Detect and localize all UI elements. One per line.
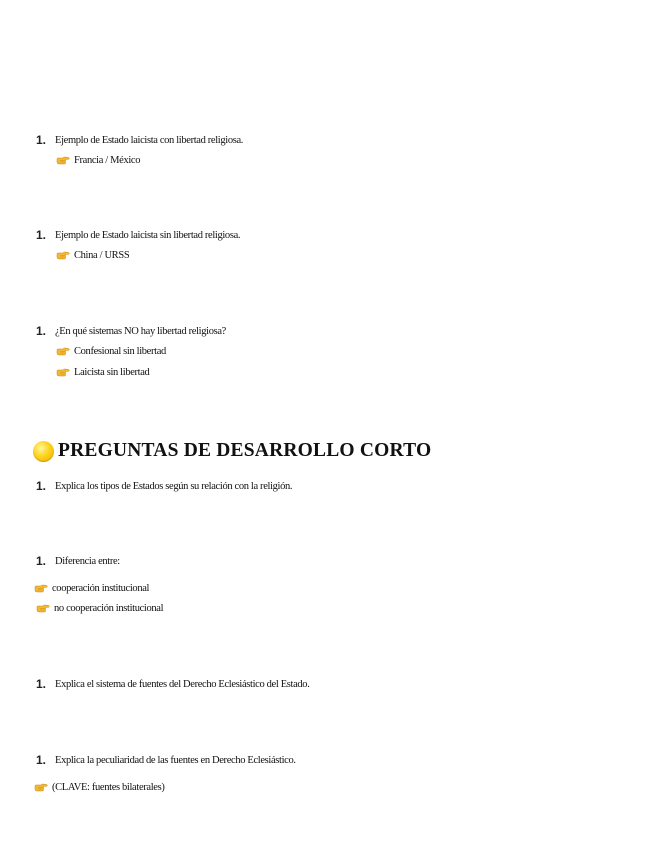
answer-line bbox=[56, 367, 149, 378]
pointing-hand-icon bbox=[34, 783, 48, 792]
question-text: Ejemplo de Estado laicista sin libertad religiosa. bbox=[55, 230, 241, 241]
answer-line bbox=[34, 782, 164, 793]
item-number: 1. bbox=[36, 753, 47, 767]
question-text: Explica el sistema de fuentes del Derecho Eclesiástico del Estado. bbox=[55, 679, 310, 690]
question-text: Diferencia entre: bbox=[55, 556, 120, 567]
answer-text: no cooperación institucional bbox=[54, 603, 164, 614]
pointing-hand-icon bbox=[56, 347, 70, 356]
question-text: Ejemplo de Estado laicista con libertad religiosa. bbox=[55, 135, 244, 146]
answer-line bbox=[36, 603, 163, 614]
answer-text: Laicista sin libertad bbox=[74, 367, 150, 378]
item-number: 1. bbox=[36, 479, 47, 493]
answer-text: cooperación institucional bbox=[52, 583, 150, 594]
section-heading bbox=[33, 440, 431, 462]
item-number: 1. bbox=[36, 554, 47, 568]
pointing-hand-icon bbox=[56, 156, 70, 165]
section-title: PREGUNTAS DE DESARROLLO CORTO bbox=[58, 440, 432, 461]
question-text: Explica los tipos de Estados según su relación con la religión. bbox=[55, 481, 293, 492]
answer-text: Confesional sin libertad bbox=[74, 346, 166, 357]
answer-text: (CLAVE: fuentes bilaterales) bbox=[52, 782, 165, 793]
answer-line bbox=[34, 583, 149, 594]
answer-line bbox=[56, 155, 140, 166]
yellow-circle-icon bbox=[33, 441, 54, 462]
pointing-hand-icon bbox=[56, 368, 70, 377]
question-text: Explica la peculiaridad de las fuentes en Derecho Eclesiástico. bbox=[55, 755, 296, 766]
pointing-hand-icon bbox=[56, 251, 70, 260]
item-number: 1. bbox=[36, 228, 47, 242]
answer-text: Francia / México bbox=[74, 155, 141, 166]
answer-text: China / URSS bbox=[74, 250, 130, 261]
answer-line bbox=[56, 250, 129, 261]
pointing-hand-icon bbox=[36, 604, 50, 613]
question-text: ¿En qué sistemas NO hay libertad religiosa? bbox=[55, 326, 226, 337]
item-number: 1. bbox=[36, 133, 47, 147]
answer-line bbox=[56, 346, 166, 357]
item-number: 1. bbox=[36, 677, 47, 691]
pointing-hand-icon bbox=[34, 584, 48, 593]
item-number: 1. bbox=[36, 324, 47, 338]
